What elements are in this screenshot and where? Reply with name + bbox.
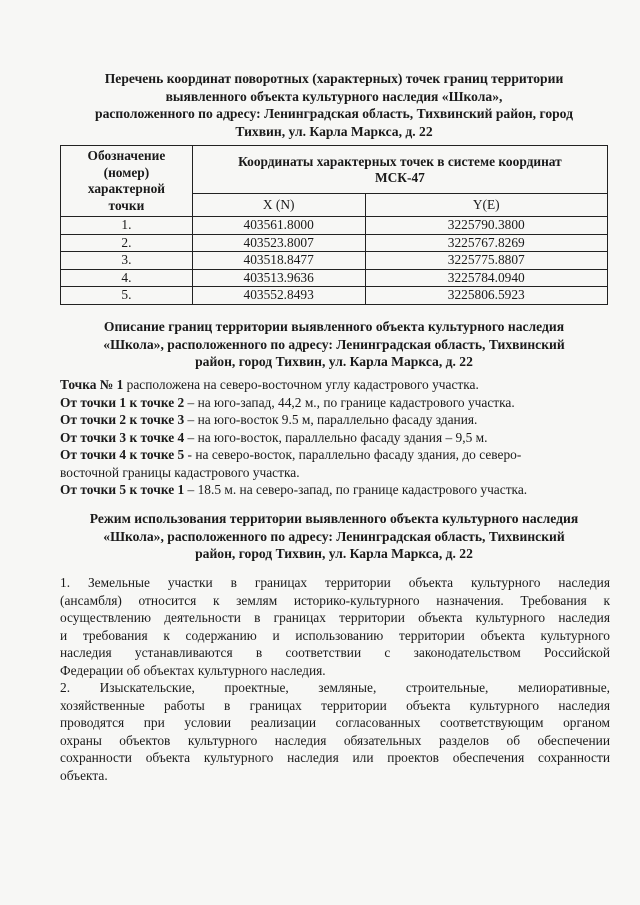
table-row: [61, 287, 608, 305]
point-number-cell: 3.: [61, 252, 193, 270]
point-number-header: [61, 146, 193, 217]
heading-line: район, город Тихвин, ул. Карла Маркса, д. 22: [195, 354, 473, 369]
paragraph-line: 2. Изыскательские, проектные, земляные, строительные, мелиоративные,: [60, 680, 610, 695]
description-line: [60, 376, 610, 394]
heading-line: Тихвин, ул. Карла Маркса, д. 22: [235, 123, 433, 139]
heading-line: район, город Тихвин, ул. Карла Маркса, д. 22: [195, 546, 473, 561]
point-number-cell: 5.: [61, 287, 193, 305]
coordinates-table: [60, 145, 608, 305]
table-row: [61, 252, 608, 270]
description-text: – 18.5 м. на северо-запад, по границе кадастрового участка.: [184, 482, 528, 497]
segment-label: От точки 2 к точке 3: [60, 412, 185, 427]
description-line: [60, 481, 610, 499]
paragraph-line: 1. Земельные участки в границах территории объекта культурного наследия: [60, 575, 610, 590]
paragraph-line: хозяйственные работы в границах территории объекта культурного наследия: [60, 697, 610, 713]
segment-label: От точки 5 к точке 1: [60, 482, 185, 497]
point-number-cell: 4.: [61, 269, 193, 287]
x-value-cell: 403561.8000: [192, 217, 365, 235]
x-value-cell: 403518.8477: [192, 252, 365, 270]
header-line: МСК-47: [374, 170, 425, 185]
y-value-cell: 3225784.0940: [365, 269, 608, 287]
heading-line: Перечень координат поворотных (характерных) точек границ территории: [104, 71, 564, 86]
paragraph-line: (ансамбля) относится к землям историко-культурного назначения. Требования к: [60, 592, 610, 608]
description-line: [60, 446, 610, 464]
description-line: [60, 394, 610, 412]
header-line: Обозначение: [87, 148, 166, 163]
paragraph-line: сохранности объекта культурного наследия или проектов обеспечения сохранности: [60, 750, 610, 765]
boundary-description-heading: [55, 318, 613, 371]
regime-item-1: [60, 574, 610, 679]
description-text: – на юго-восток, параллельно фасаду здания – 9,5 м.: [184, 429, 488, 445]
boundary-description: [60, 376, 610, 499]
description-text: – на юго-восток 9.5 м, параллельно фасаду здания.: [184, 412, 478, 427]
paragraph-line: проводятся при условии реализации согласованных соответствующим органом: [60, 715, 610, 730]
table-row: [61, 217, 608, 235]
segment-label: От точки 4 к точке 5: [60, 447, 185, 462]
description-line: [60, 464, 610, 482]
description-text: восточной границы кадастрового участка.: [60, 464, 300, 480]
heading-line: «Школа», расположенного по адресу: Ленинградская область, Тихвинский: [103, 528, 565, 544]
segment-label: От точки 1 к точке 2: [60, 394, 185, 410]
description-line: [60, 411, 610, 429]
table-row: [61, 234, 608, 252]
y-column-header: Y(E): [365, 194, 608, 217]
point-number-cell: 1.: [61, 217, 193, 235]
heading-line: Режим использования территории выявленного объекта культурного наследия: [89, 511, 579, 526]
paragraph-line: объекта.: [60, 767, 108, 783]
heading-line: расположенного по адресу: Ленинградская область, Тихвинский район, город: [95, 106, 573, 121]
point-number-cell: 2.: [61, 234, 193, 252]
y-value-cell: 3225775.8807: [365, 252, 608, 270]
heading-line: Описание границ территории выявленного объекта культурного наследия: [103, 319, 565, 334]
header-line: характерной: [87, 181, 165, 196]
paragraph-line: наследия устанавливаются в соответствии с законодательством Российской: [60, 645, 610, 660]
x-value-cell: 403513.9636: [192, 269, 365, 287]
description-text: – на юго-запад, 44,2 м., по границе кадастрового участка.: [184, 394, 515, 410]
header-line: Координаты характерных точек в системе координат: [238, 153, 562, 169]
paragraph-line: осуществлению деятельности в границах территории объекта культурного наследия: [60, 610, 610, 625]
y-value-cell: 3225790.3800: [365, 217, 608, 235]
paragraph-line: Федерации об объектах культурного наследия.: [60, 662, 326, 678]
x-column-header: X (N): [192, 194, 365, 217]
paragraph-line: и требования к содержанию и использованию территории объекта культурного: [60, 627, 610, 643]
usage-regime-heading: [52, 510, 616, 563]
description-line: [60, 429, 610, 447]
y-value-cell: 3225767.8269: [365, 234, 608, 252]
paragraph-line: охраны объектов культурного наследия обязательных разделов об обеспечении: [60, 732, 610, 748]
heading-line: «Школа», расположенного по адресу: Ленинградская область, Тихвинский: [103, 336, 565, 352]
x-value-cell: 403523.8007: [192, 234, 365, 252]
header-line: (номер): [103, 164, 150, 180]
coordinates-list-heading: [60, 70, 608, 140]
heading-line: выявленного объекта культурного наследия «Школа»,: [165, 88, 503, 104]
coordinates-system-header: [192, 146, 607, 194]
segment-label: От точки 3 к точке 4: [60, 429, 185, 445]
description-text: расположена на северо-восточном углу кадастрового участка.: [123, 377, 479, 392]
point-label: Точка № 1: [60, 377, 124, 392]
description-text: - на северо-восток, параллельно фасаду здания, до северо-: [184, 447, 522, 462]
x-value-cell: 403552.8493: [192, 287, 365, 305]
table-row: [61, 269, 608, 287]
header-line: точки: [108, 197, 145, 213]
y-value-cell: 3225806.5923: [365, 287, 608, 305]
regime-item-2: [60, 679, 610, 784]
